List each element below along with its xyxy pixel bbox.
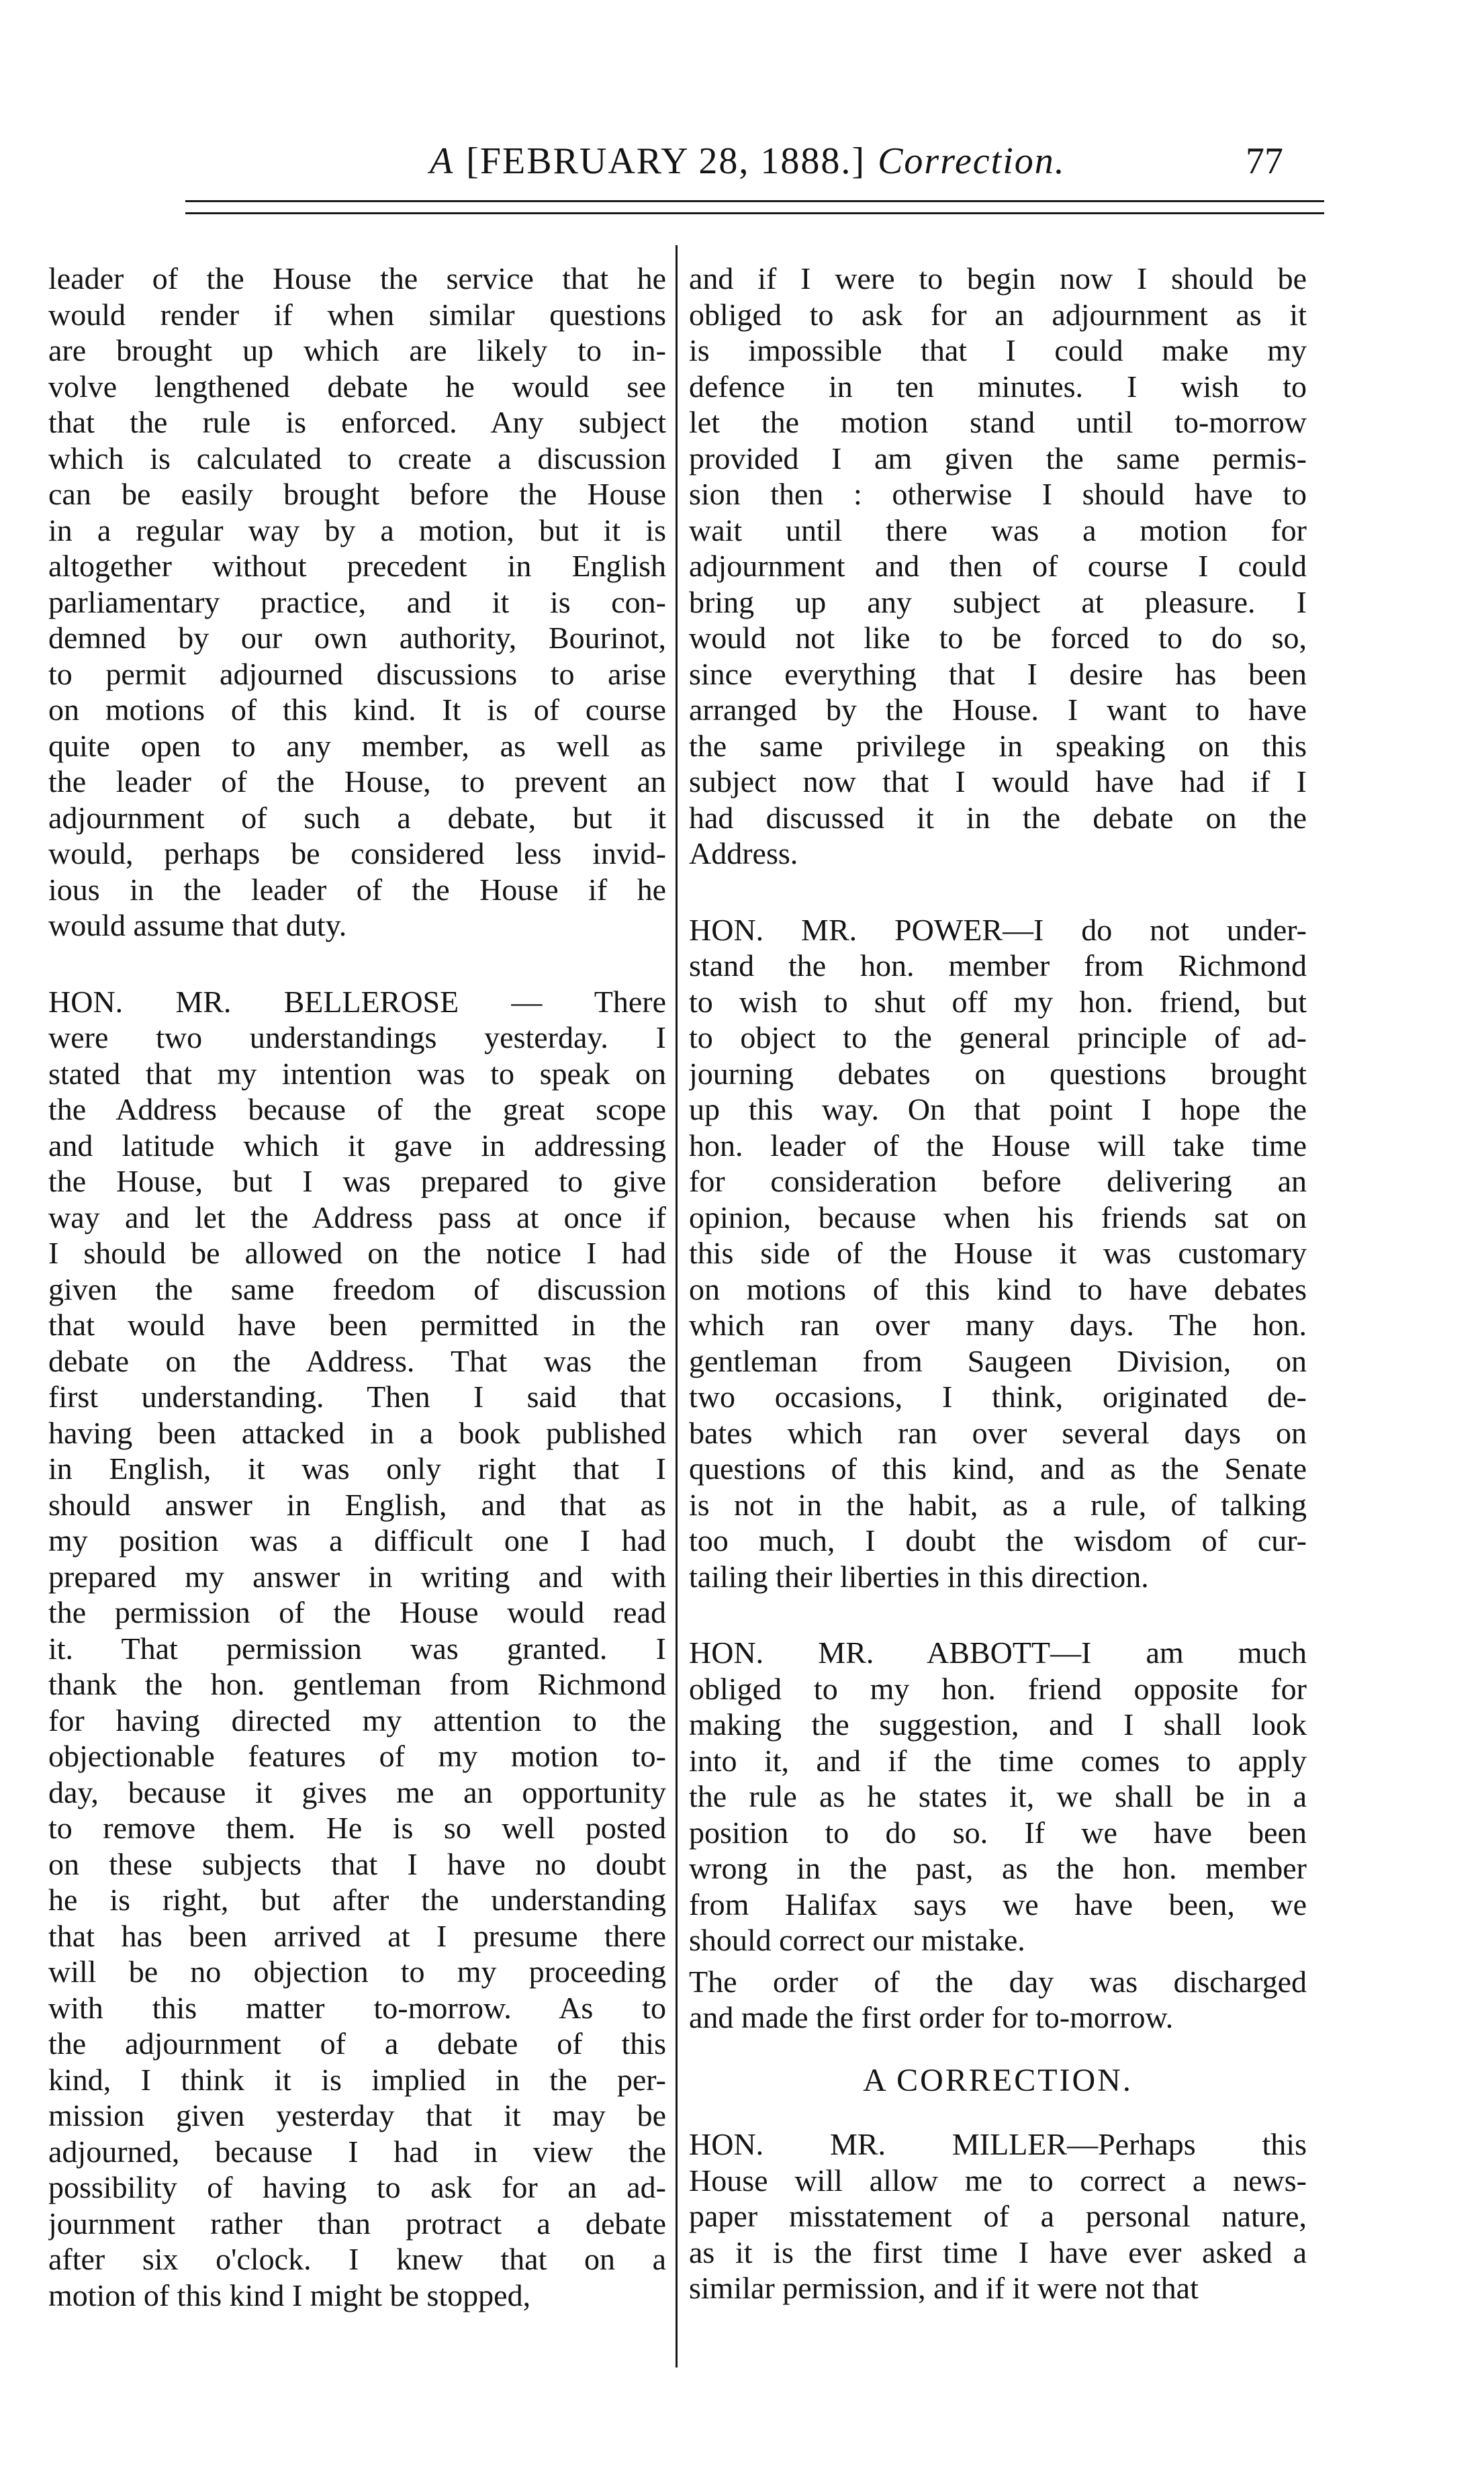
text-line: to object to the general principle of ad- (689, 1020, 1307, 1054)
text-line: to remove them. He is so well posted (48, 1811, 666, 1845)
text-line: into it, and if the time comes to apply (689, 1743, 1307, 1778)
text-line: defence in ten minutes. I wish to (689, 369, 1307, 404)
text-line: questions of this kind, and as the Senate (689, 1451, 1307, 1486)
text-line: up this way. On that point I hope the (689, 1092, 1307, 1126)
text-line: that the rule is enforced. Any subject (48, 405, 666, 439)
text-line: making the suggestion, and I shall look (689, 1707, 1307, 1742)
text-line: stand the hon. member from Richmond (689, 948, 1307, 983)
text-line: obliged to my hon. friend opposite for (689, 1671, 1307, 1706)
column-divider (676, 245, 678, 2368)
text-line: the permission of the House would read (48, 1595, 666, 1629)
text-line: were two understandings yesterday. I (48, 1020, 666, 1054)
text-line: HON. MR. MILLER—Perhaps this (689, 2127, 1307, 2161)
text-line: the adjournment of a debate of this (48, 2026, 666, 2061)
text-line: will be no objection to my proceeding (48, 1954, 666, 1989)
text-line: HON. MR. BELLEROSE — There (48, 984, 666, 1019)
text-line: objectionable features of my motion to- (48, 1739, 666, 1773)
text-line: would render if when similar questions (48, 297, 666, 332)
text-line: since everything that I desire has been (689, 656, 1307, 691)
text-line: kind, I think it is implied in the per- (48, 2062, 666, 2097)
text-line: I should be allowed on the notice I had (48, 1236, 666, 1270)
text-line: gentleman from Saugeen Division, on (689, 1343, 1307, 1378)
text-line: first understanding. Then I said that (48, 1380, 666, 1414)
text-line: would, perhaps be considered less invid- (48, 836, 666, 870)
text-line: are brought up which are likely to in- (48, 333, 666, 367)
text-line: too much, I doubt the wisdom of cur- (689, 1523, 1307, 1558)
header-rule-top (185, 200, 1324, 202)
text-line: tailing their liberties in this direction. (689, 1559, 1149, 1594)
text-line: HON. MR. ABBOTT—I am much (689, 1635, 1307, 1670)
paragraph-miller (689, 2126, 1307, 2306)
text-line: arranged by the House. I want to have (689, 692, 1307, 727)
text-line: he is right, but after the understanding (48, 1883, 666, 1917)
text-line: sion then : otherwise I should have to (689, 477, 1307, 511)
text-line: two occasions, I think, originated de- (689, 1380, 1307, 1414)
text-line: adjournment of such a debate, but it (48, 800, 666, 835)
text-line: the rule as he states it, we shall be in a (689, 1779, 1307, 1813)
text-line: had discussed it in the debate on the (689, 800, 1307, 835)
paragraph-power (689, 912, 1307, 1595)
right-column (689, 261, 1307, 2306)
text-line: for consideration before delivering an (689, 1164, 1307, 1198)
section-heading: A CORRECTION. (863, 2062, 1133, 2098)
text-line: for having directed my attention to the (48, 1703, 666, 1738)
text-line: debate on the Address. That was the (48, 1343, 666, 1378)
text-line: on these subjects that I have no doubt (48, 1846, 666, 1881)
text-line: motion of this kind I might be stopped, (48, 2278, 531, 2312)
text-line: House will allow me to correct a news- (689, 2163, 1307, 2198)
text-line: from Halifax says we have been, we (689, 1887, 1307, 1922)
text-line: the Address because of the great scope (48, 1092, 666, 1126)
paragraph-gap (689, 872, 1307, 912)
text-line: parliamentary practice, and it is con- (48, 584, 666, 619)
text-line: as it is the first time I have ever asked a (689, 2235, 1307, 2269)
text-line: to permit adjourned discussions to arise (48, 656, 666, 691)
text-line: this side of the House it was customary (689, 1236, 1307, 1270)
text-line: which is calculated to create a discussion (48, 441, 666, 476)
text-line: and if I were to begin now I should be (689, 261, 1307, 296)
text-line: the leader of the House, to prevent an (48, 764, 666, 799)
text-line: hon. leader of the House will take time (689, 1128, 1307, 1163)
left-column (48, 261, 666, 2313)
header-date: [FEBRUARY 28, 1888.] (466, 140, 866, 182)
text-line: should answer in English, and that as (48, 1487, 666, 1522)
text-line: position to do so. If we have been (689, 1815, 1307, 1850)
text-line: that has been arrived at I presume there (48, 1918, 666, 1953)
text-line: bring up any subject at pleasure. I (689, 584, 1307, 619)
text-line: leader of the House the service that he (48, 261, 666, 296)
text-line: provided I am given the same permis- (689, 441, 1307, 476)
text-line: opinion, because when his friends sat on (689, 1200, 1307, 1234)
text-line: having been attacked in a book published (48, 1415, 666, 1450)
paragraph-gap (689, 1594, 1307, 1635)
paragraph-gap (48, 944, 666, 984)
text-line: should correct our mistake. (689, 1923, 1025, 1957)
text-line: wait until there was a motion for (689, 512, 1307, 547)
header-rule-bottom (185, 212, 1324, 214)
text-line: that would have been permitted in the (48, 1308, 666, 1342)
text-line: ious in the leader of the House if he (48, 872, 666, 907)
paragraph-continuation (689, 261, 1307, 872)
paragraph-order-of-day (689, 1964, 1307, 2036)
text-line: subject now that I would have had if I (689, 764, 1307, 799)
text-line: prepared my answer in writing and with (48, 1559, 666, 1594)
text-line: to wish to shut off my hon. friend, but (689, 984, 1307, 1019)
text-line: after six o'clock. I knew that on a (48, 2242, 666, 2276)
text-line: the House, but I was prepared to give (48, 1164, 666, 1198)
text-line: bates which ran over several days on (689, 1415, 1307, 1450)
text-line: journing debates on questions brought (689, 1056, 1307, 1091)
text-line: similar permission, and if it were not that (689, 2271, 1199, 2305)
text-line: in a regular way by a motion, but it is (48, 512, 666, 547)
text-line: day, because it gives me an opportunity (48, 1774, 666, 1809)
text-line: HON. MR. POWER—I do not under- (689, 912, 1307, 947)
text-line: which ran over many days. The hon. (689, 1308, 1307, 1342)
text-line: would assume that duty. (48, 908, 347, 942)
running-head (430, 140, 1316, 187)
text-line: it. That permission was granted. I (48, 1631, 666, 1666)
text-line: volve lengthened debate he would see (48, 369, 666, 404)
text-line: with this matter to-morrow. As to (48, 1990, 666, 2025)
text-line: on motions of this kind. It is of course (48, 692, 666, 727)
page-number: 77 (1246, 140, 1283, 182)
text-line: can be easily brought before the House (48, 477, 666, 511)
text-line: journment rather than protract a debate (48, 2206, 666, 2241)
text-line: possibility of having to ask for an ad- (48, 2170, 666, 2204)
text-line: altogether without precedent in English (48, 549, 666, 583)
text-line: is not in the habit, as a rule, of talking (689, 1487, 1307, 1522)
text-line: obliged to ask for an adjournment as it (689, 297, 1307, 332)
text-line: demned by our own authority, Bourinot, (48, 621, 666, 655)
text-line: way and let the Address pass at once if (48, 1200, 666, 1234)
text-line: The order of the day was discharged (689, 1964, 1307, 1999)
text-line: given the same freedom of discussion (48, 1271, 666, 1306)
text-line: the same privilege in speaking on this (689, 728, 1307, 763)
header-topic: Correction. (878, 140, 1066, 182)
text-line: stated that my intention was to speak on (48, 1056, 666, 1091)
text-line: is impossible that I could make my (689, 333, 1307, 367)
text-line: mission given yesterday that it may be (48, 2098, 666, 2132)
text-line: adjournment and then of course I could (689, 549, 1307, 583)
text-line: my position was a difficult one I had (48, 1523, 666, 1558)
text-line: quite open to any member, as well as (48, 728, 666, 763)
text-line: and latitude which it gave in addressing (48, 1128, 666, 1163)
text-line: paper misstatement of a personal nature, (689, 2199, 1307, 2233)
text-line: wrong in the past, as the hon. member (689, 1851, 1307, 1885)
text-line: thank the hon. gentleman from Richmond (48, 1667, 666, 1701)
text-line: on motions of this kind to have debates (689, 1271, 1307, 1306)
text-line: in English, it was only right that I (48, 1451, 666, 1486)
text-line: Address. (689, 836, 798, 870)
text-line: let the motion stand until to-morrow (689, 405, 1307, 439)
text-line: and made the first order for to-morrow. (689, 2000, 1174, 2034)
section-letter: A (430, 140, 455, 182)
text-line: adjourned, because I had in view the (48, 2134, 666, 2169)
paragraph-abbott (689, 1635, 1307, 1958)
text-line: would not like to be forced to do so, (689, 621, 1307, 655)
